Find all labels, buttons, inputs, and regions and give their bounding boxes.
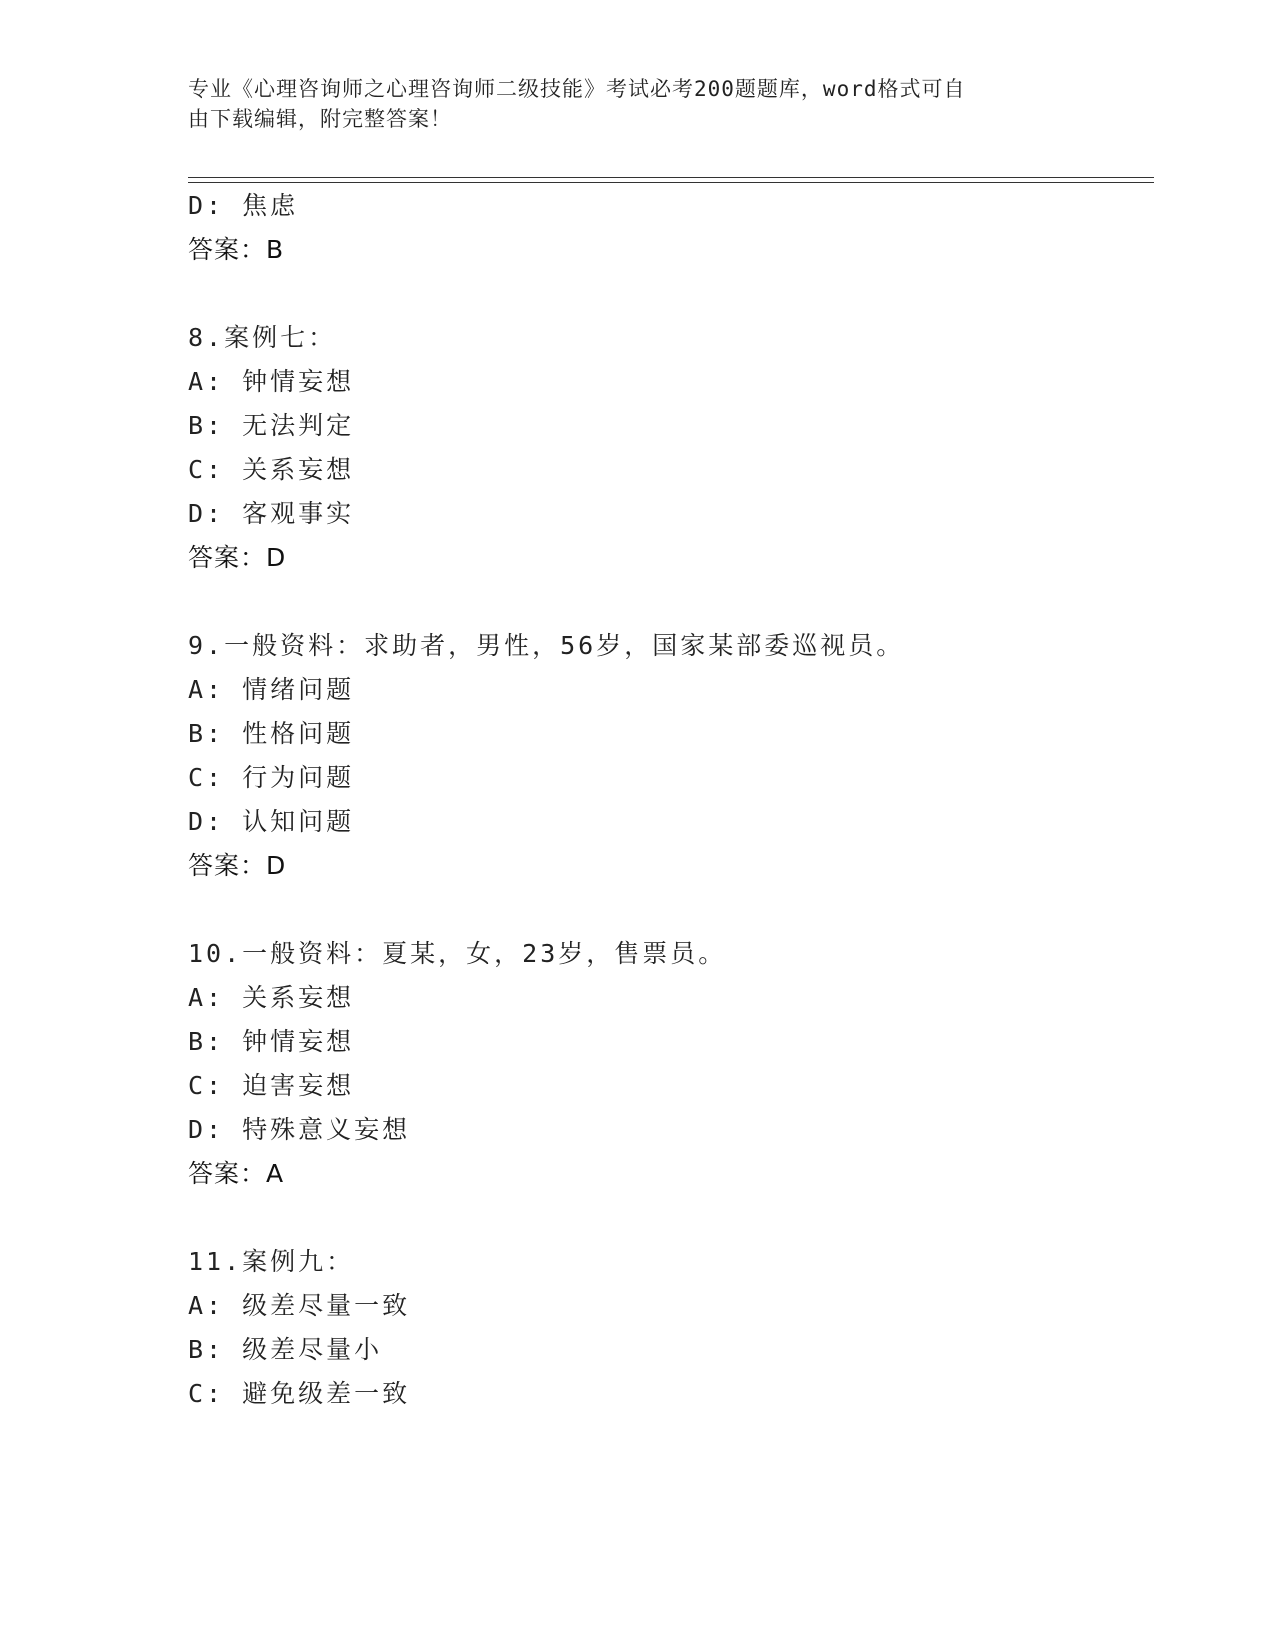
question-11-option-a: A: 级差尽量一致 (188, 1291, 411, 1320)
prev-answer: 答案：B (188, 235, 285, 264)
question-10-option-c: C: 迫害妄想 (188, 1071, 355, 1100)
question-11-option-b: B: 级差尽量小 (188, 1335, 383, 1364)
question-10-option-b: B: 钟情妄想 (188, 1027, 355, 1056)
header-line-2: 由下载编辑，附完整答案！ (188, 107, 452, 131)
question-8-option-a: A: 钟情妄想 (188, 367, 355, 396)
question-8-option-b: B: 无法判定 (188, 411, 355, 440)
question-11-option-c: C: 避免级差一致 (188, 1379, 411, 1408)
question-10-option-a: A: 关系妄想 (188, 983, 355, 1012)
header-line-1: 专业《心理咨询师之心理咨询师二级技能》考试必考200题题库，word格式可自 (188, 77, 966, 101)
document-header (188, 74, 1068, 134)
question-10-option-d: D: 特殊意义妄想 (188, 1115, 411, 1144)
question-9-stem: 9.一般资料：求助者，男性，56岁，国家某部委巡视员。 (188, 631, 905, 660)
question-10-answer: 答案：A (188, 1159, 285, 1188)
question-8-option-c: C: 关系妄想 (188, 455, 355, 484)
question-9-option-d: D: 认知问题 (188, 807, 355, 836)
question-11-stem: 11.案例九： (188, 1247, 355, 1276)
header-divider-bottom (188, 182, 1154, 183)
question-9-option-a: A: 情绪问题 (188, 675, 355, 704)
question-8-answer: 答案：D (188, 543, 287, 572)
question-9-option-b: B: 性格问题 (188, 719, 355, 748)
question-9-answer: 答案：D (188, 851, 287, 880)
question-8-stem: 8.案例七： (188, 323, 337, 352)
question-8-option-d: D: 客观事实 (188, 499, 355, 528)
question-9-option-c: C: 行为问题 (188, 763, 355, 792)
prev-option-d: D: 焦虑 (188, 191, 299, 220)
question-10-stem: 10.一般资料：夏某，女，23岁，售票员。 (188, 939, 727, 968)
header-divider-top (188, 177, 1154, 178)
